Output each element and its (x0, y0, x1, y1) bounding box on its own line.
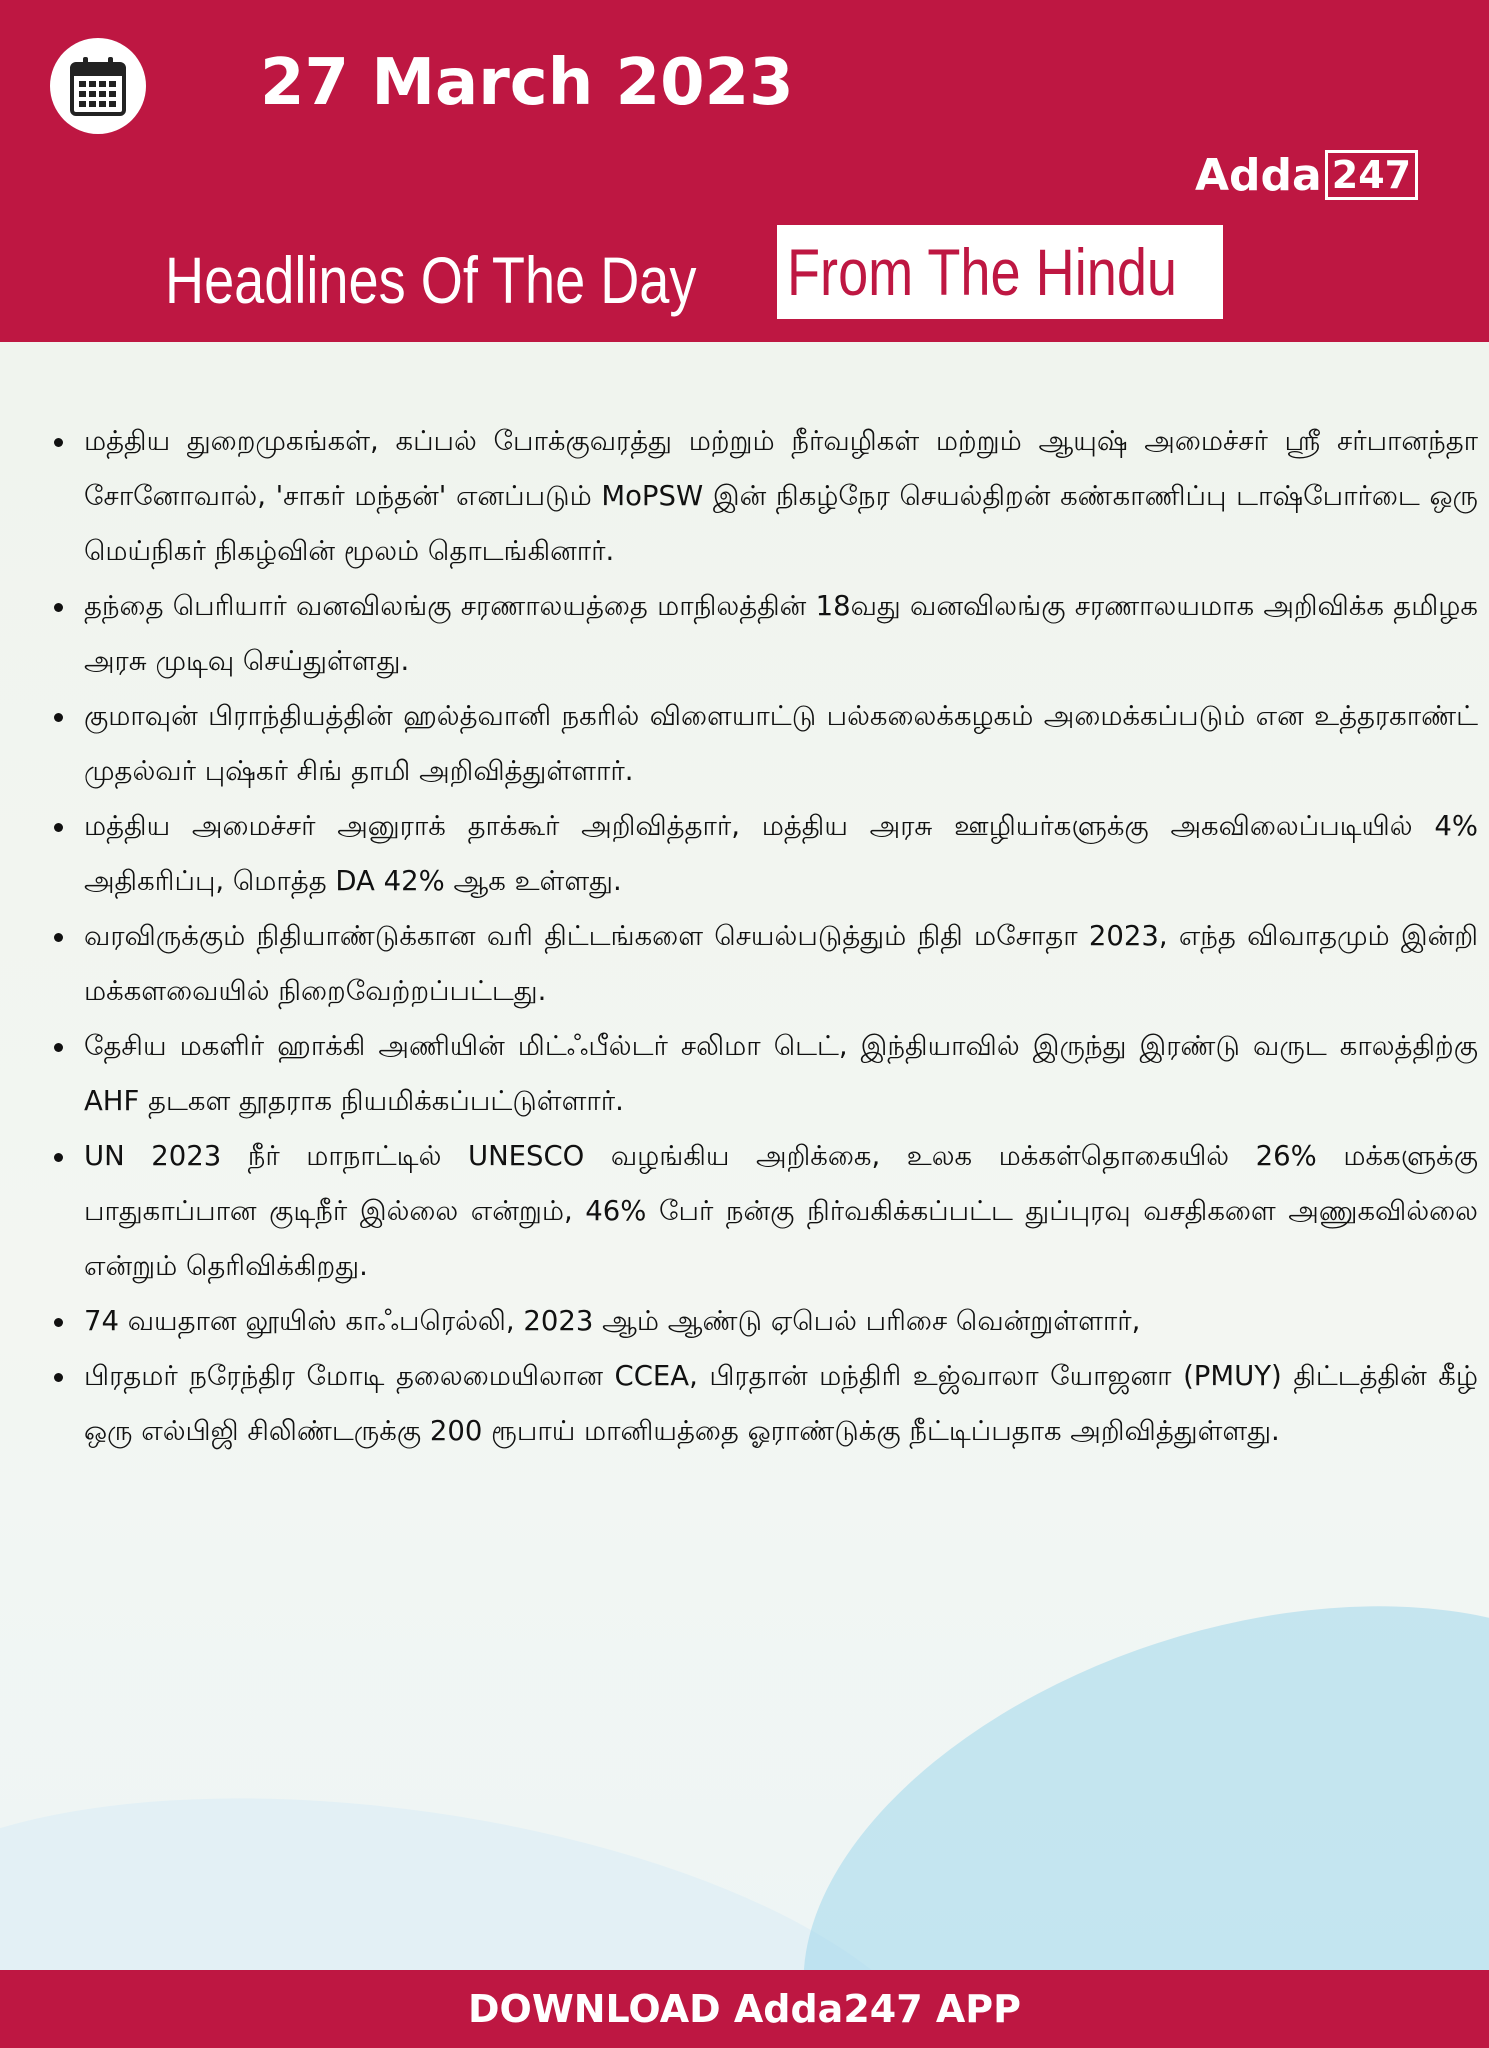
source-highlight-box (777, 225, 1223, 319)
headlines-panel (0, 342, 1489, 1970)
page-title: Headlines Of The Day (165, 243, 697, 317)
calendar-icon (69, 55, 127, 117)
headline-item: தேசிய மகளிர் ஹாக்கி அணியின் மிட்ஃபீல்டர் சலிமா டெட், இந்தியாவில் இருந்து இரண்டு வருட காலத்திற்கு AHF தடகள தூதராக நியமிக்கப்பட்டுள்ளார். (48, 1019, 1478, 1129)
download-app-banner[interactable]: DOWNLOAD Adda247 APP (0, 1970, 1489, 2048)
calendar-badge (50, 38, 146, 134)
headline-item: பிரதமர் நரேந்திர மோடி தலைமையிலான CCEA, பிரதான் மந்திரி உஜ்வாலா யோஜனா (PMUY) திட்டத்தின் கீழ் ஒரு எல்பிஜி சிலிண்டருக்கு 200 ரூபாய் மானியத்தை ஓராண்டுக்கு நீட்டிப்பதாக அறிவித்துள்ளது. (48, 1349, 1478, 1459)
headline-item: மத்திய துறைமுகங்கள், கப்பல் போக்குவரத்து மற்றும் நீர்வழிகள் மற்றும் ஆயுஷ் அமைச்சர் ஸ்ரீ சர்பானந்தா சோனோவால், 'சாகர் மந்தன்' எனப்படும் MoPSW இன் நிகழ்நேர செயல்திறன் கண்காணிப்பு டாஷ்போர்டை ஒரு மெய்நிகர் நிகழ்வின் மூலம் தொடங்கினார். (48, 414, 1478, 579)
brand-number: 247 (1325, 150, 1418, 200)
headline-item: 74 வயதான லூயிஸ் காஃபரெல்லி, 2023 ஆம் ஆண்டு ஏபெல் பரிசை வென்றுள்ளார், (48, 1294, 1478, 1349)
brand-text: Adda (1195, 149, 1322, 201)
headline-item: தந்தை பெரியார் வனவிலங்கு சரணாலயத்தை மாநிலத்தின் 18வது வனவிலங்கு சரணாலயமாக அறிவிக்க தமிழக அரசு முடிவு செய்துள்ளது. (48, 579, 1478, 689)
headline-item: குமாவுன் பிராந்தியத்தின் ஹல்த்வானி நகரில் விளையாட்டு பல்கலைக்கழகம் அமைக்கப்படும் என உத்தரகாண்ட் முதல்வர் புஷ்கர் சிங் தாமி அறிவித்துள்ளார். (48, 689, 1478, 799)
headline-item: UN 2023 நீர் மாநாட்டில் UNESCO வழங்கிய அறிக்கை, உலக மக்கள்தொகையில் 26% மக்களுக்கு பாதுகாப்பான குடிநீர் இல்லை என்றும், 46% பேர் நன்கு நிர்வகிக்கப்பட்ட துப்புரவு வசதிகளை அணுகவில்லை என்றும் தெரிவிக்கிறது. (48, 1129, 1478, 1294)
date-title: 27 March 2023 (260, 46, 794, 120)
headlines-list (48, 414, 1478, 1459)
brand-logo (1195, 145, 1418, 205)
headline-item: வரவிருக்கும் நிதியாண்டுக்கான வரி திட்டங்களை செயல்படுத்தும் நிதி மசோதா 2023, எந்த விவாதமும் இன்றி மக்களவையில் நிறைவேற்றப்பட்டது. (48, 909, 1478, 1019)
source-highlight-text: From The Hindu (787, 235, 1178, 309)
headline-item: மத்திய அமைச்சர் அனுராக் தாக்கூர் அறிவித்தார், மத்திய அரசு ஊழியர்களுக்கு அகவிலைப்படியில் 4% அதிகரிப்பு, மொத்த DA 42% ஆக உள்ளது. (48, 799, 1478, 909)
header-banner (0, 0, 1489, 342)
background-wave-accent (731, 1504, 1489, 1970)
